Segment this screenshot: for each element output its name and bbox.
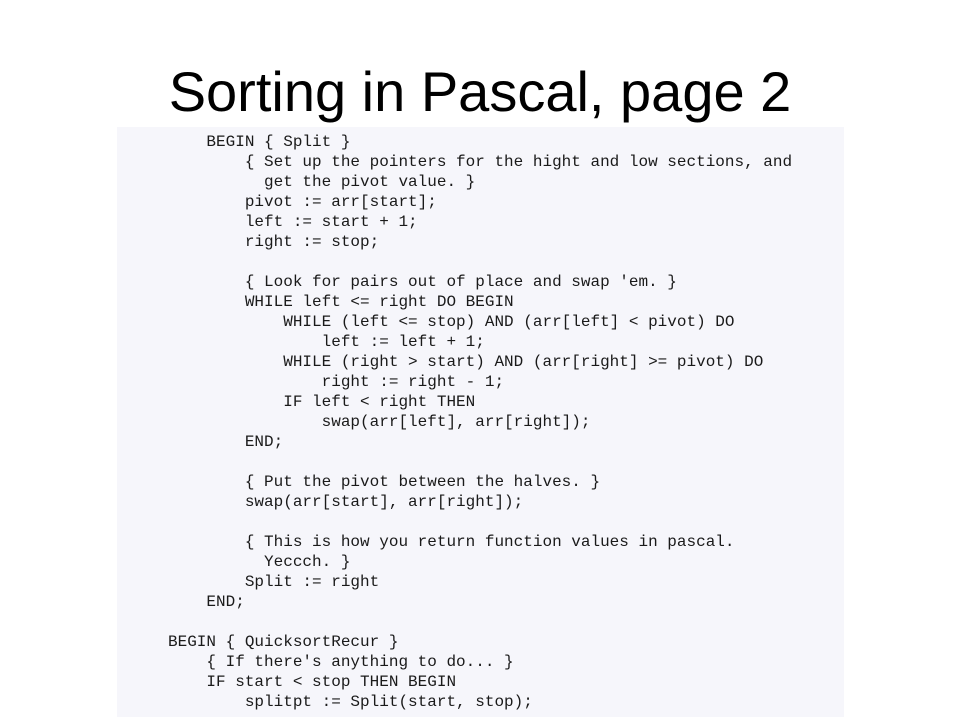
code-line: right := right - 1; (168, 373, 505, 391)
code-line: { Look for pairs out of place and swap 'em. } (168, 273, 677, 291)
code-line: swap(arr[left], arr[right]); (168, 413, 591, 431)
code-line: { Put the pivot between the halves. } (168, 473, 601, 491)
code-block (168, 132, 792, 712)
slide-title: Sorting in Pascal, page 2 (168, 60, 792, 123)
code-line: { Set up the pointers for the hight and low sections, and (168, 153, 793, 171)
code-line: BEGIN { Split } (168, 133, 351, 151)
code-line: left := left + 1; (168, 333, 485, 351)
code-line: IF left < right THEN (168, 393, 476, 411)
code-line: { If there's anything to do... } (168, 653, 514, 671)
code-line: Split := right (168, 573, 380, 591)
code-line: { This is how you return function values in pascal. (168, 533, 735, 551)
code-line: END; (168, 593, 245, 611)
code-line: right := stop; (168, 233, 380, 251)
code-line (168, 612, 792, 632)
code-line: IF start < stop THEN BEGIN (168, 673, 457, 691)
code-line: Yeccch. } (168, 553, 351, 571)
code-line: swap(arr[start], arr[right]); (168, 493, 524, 511)
code-line: left := start + 1; (168, 213, 418, 231)
code-line: pivot := arr[start]; (168, 193, 437, 211)
code-line (168, 452, 792, 472)
code-line: END; (168, 433, 284, 451)
code-line (168, 512, 792, 532)
code-line: BEGIN { QuicksortRecur } (168, 633, 399, 651)
code-line (168, 252, 792, 272)
code-panel (117, 127, 844, 717)
code-line: WHILE (right > start) AND (arr[right] >= pivot) DO (168, 353, 764, 371)
code-line: splitpt := Split(start, stop); (168, 693, 533, 711)
code-line: WHILE (left <= stop) AND (arr[left] < pivot) DO (168, 313, 735, 331)
code-line: get the pivot value. } (168, 173, 476, 191)
code-line: WHILE left <= right DO BEGIN (168, 293, 514, 311)
